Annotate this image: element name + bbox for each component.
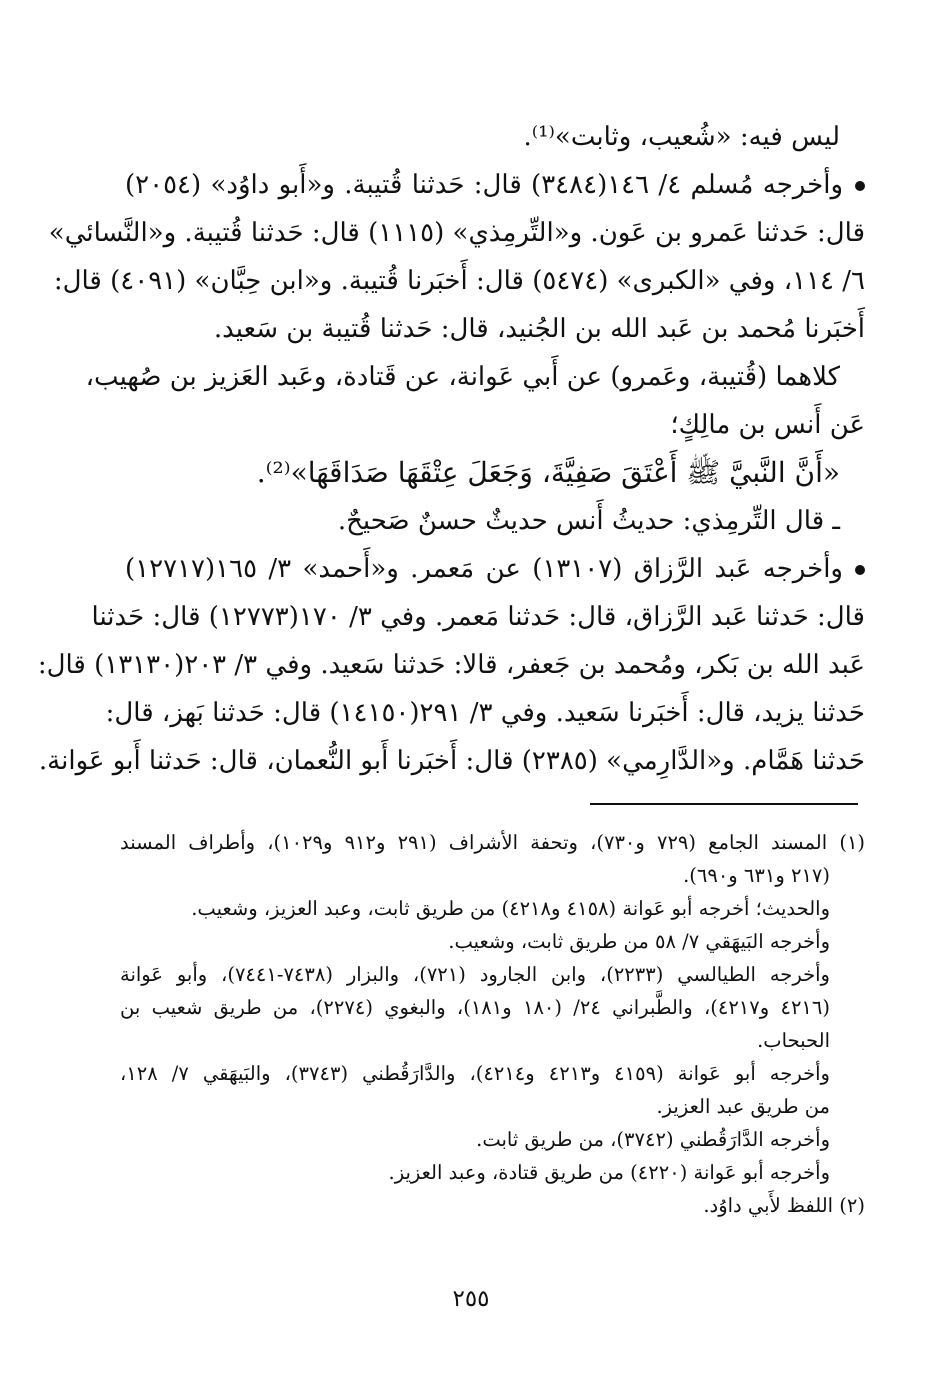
footnote-line: (٤٢١٦ و٤٢١٧)، والطَّبراني ٢٤/ (١٨٠ و١٨١)، والبغوي (٢٢٧٤)، من طريق شعيب بن xyxy=(120,996,830,1019)
footnote-line: (١) المسند الجامع (٧٢٩ و٧٣٠)، وتحفة الأشراف (٢٩١ و٩١٢ و١٠٢٩)، وأطراف المسند xyxy=(120,831,866,854)
bullet-icon xyxy=(855,565,865,575)
text-line: حَدثنا هَمَّام. و«الدَّارِمي» (٢٣٨٥) قال: أَخبَرنا أَبو النُّعمان، قال: حَدثنا أَبو عَوانة. xyxy=(38,746,865,776)
text-line: أَخبَرنا مُحمد بن عَبد الله بن الجُنيد، قال: حَدثنا قُتيبة بن سَعيد. xyxy=(213,314,865,344)
hadith-quote: «أَنَّ النَّبيَّ ﷺ أَعْتَقَ صَفِيَّةَ، وَجَعَلَ عِتْقَهَا صَدَاقَهَا»⁽²⁾. xyxy=(256,456,840,489)
text-line: قال: حَدثنا عَمرو بن عَون. و«التِّرمِذي» (١١١٥) قال: حَدثنا قُتيبة. و«النَّسائي» xyxy=(48,218,865,248)
footnote-line: (٢) اللفظ لأَبي داوُد. xyxy=(703,1194,865,1217)
text-line: ٦/ ١١٤، وفي «الكبرى» (٥٤٧٤) قال: أَخبَرنا قُتيبة. و«ابن حِبَّان» (٤٠٩١) قال: xyxy=(53,266,865,296)
footnotes xyxy=(120,826,865,1222)
text-line xyxy=(125,161,865,209)
text-line: حَدثنا يزيد، قال: أَخبَرنا سَعيد. وفي ٣/ ٢٩١(١٤١٥٠) قال: حَدثنا بَهز، قال: xyxy=(105,698,865,728)
footnote-line: من طريق عبد العزيز. xyxy=(656,1095,830,1118)
bullet-icon xyxy=(855,181,865,191)
footnote-separator xyxy=(590,803,858,805)
text-line: عَبد الله بن بَكر، ومُحمد بن جَعفر، قالا: حَدثنا سَعيد. وفي ٣/ ٢٠٣(١٣١٣٠) قال: xyxy=(37,650,865,680)
text-line: قال: حَدثنا عَبد الرَّزاق، قال: حَدثنا مَعمر. وفي ٣/ ١٧٠(١٢٧٧٣) قال: حَدثنا xyxy=(91,602,865,632)
footnote-line: وأخرجه الطيالسي (٢٢٣٣)، وابن الجارود (٧٢١)، والبزار (٧٤٣٨-٧٤٤١)، وأبو عَوانة xyxy=(120,963,830,986)
footnote-line: وأخرجه أبو عَوانة (٤٢٢٠) من طريق قتادة، وعبد العزيز. xyxy=(388,1161,830,1184)
footnote-line: الحبحاب. xyxy=(757,1029,830,1052)
text-line: عَن أَنس بن مالِكٍ؛ xyxy=(670,410,865,440)
footnote-line: والحديث؛ أخرجه أبو عَوانة (٤١٥٨ و٤٢١٨) من طريق ثابت، وعبد العزيز، وشعيب. xyxy=(191,897,830,920)
main-text xyxy=(37,113,865,785)
text-line-content: وأخرجه مُسلم ٤/ ١٤٦(٣٤٨٤) قال: حَدثنا قُتيبة. و«أَبو داوُد» (٢٠٥٤) xyxy=(125,170,843,200)
footnote-line: وأخرجه البَيهَقي ٧/ ٥٨ من طريق ثابت، وشعيب. xyxy=(448,930,830,953)
footnote-line: (٢١٧ و٦٣١ و٦٩٠). xyxy=(683,864,830,887)
text-line: ليس فيه: «شُعيب، وثابت»⁽¹⁾. xyxy=(523,122,840,152)
footnote-line: وأخرجه أبو عَوانة (٤١٥٩ و٤٢١٣ و٤٢١٤)، والدَّارَقُطني (٣٧٤٣)، والبَيهَقي ٧/ ١٢٨، xyxy=(120,1062,830,1085)
text-line xyxy=(125,545,865,593)
text-line: ـ قال التِّرمِذي: حديثُ أَنس حديثٌ حسنٌ صَحيحٌ. xyxy=(337,506,840,536)
text-line-content: وأخرجه عَبد الرَّزاق (١٣١٠٧) عن مَعمر. و«أَحمد» ٣/ ١٦٥(١٢٧١٧) xyxy=(125,554,843,584)
text-line: كلاهما (قُتيبة، وعَمرو) عن أَبي عَوانة، عن قَتادة، وعَبد العَزيز بن صُهيب، xyxy=(85,362,840,392)
page-number: ٢٥٥ xyxy=(452,1286,490,1312)
footnote-line: وأخرجه الدَّارَقُطني (٣٧٤٢)، من طريق ثابت. xyxy=(476,1128,830,1151)
